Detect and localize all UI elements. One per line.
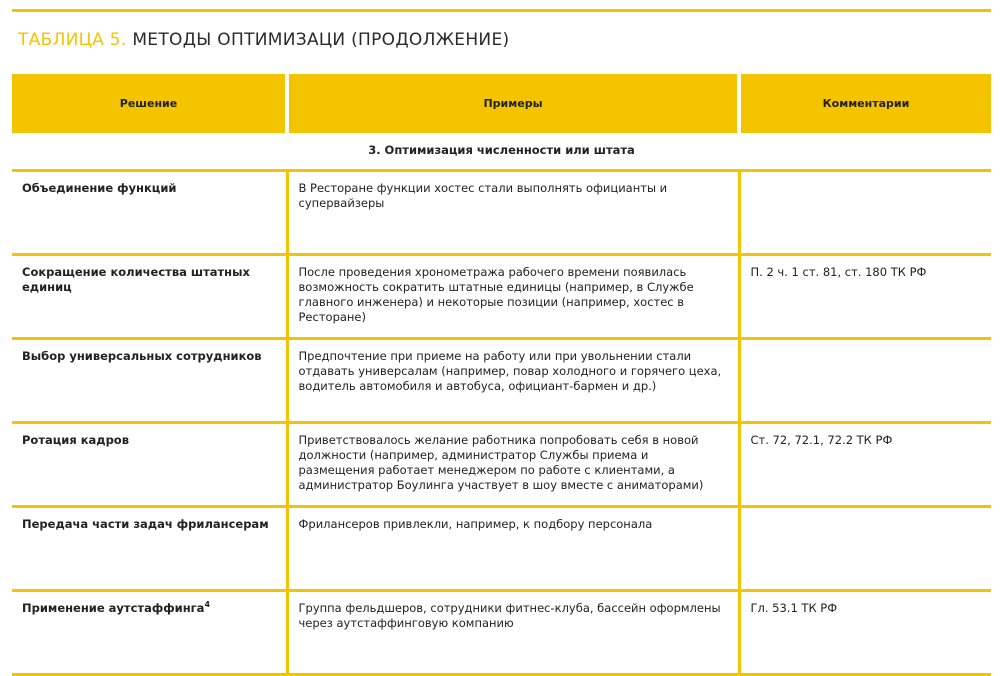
- footnote-marker: 4: [204, 600, 211, 610]
- example-cell: Предпочтение при приеме на работу или при увольнении стали отдавать универсалам (например, повар холодного и горячего цеха, водитель автомобиля и автобуса, официант-бармен и др.): [287, 339, 739, 423]
- optimization-methods-table: [12, 74, 991, 676]
- table-row: [12, 507, 991, 591]
- top-rule: [12, 9, 991, 12]
- example-cell: Группа фельдшеров, сотрудники фитнес-клуба, бассейн оформлены через аутстаффинговую компанию: [287, 591, 739, 675]
- section-title: 3. Оптимизация численности или штата: [12, 133, 991, 171]
- header-examples: Примеры: [287, 74, 739, 133]
- solution-cell: Сокращение количества штатных единиц: [12, 255, 287, 339]
- example-cell: В Ресторане функции хостес стали выполнять официанты и супервайзеры: [287, 171, 739, 255]
- solution-cell: Объединение функций: [12, 171, 287, 255]
- table-number: ТАБЛИЦА 5.: [18, 30, 127, 50]
- table-row: [12, 591, 991, 675]
- header-solution: Решение: [12, 74, 287, 133]
- comment-cell: П. 2 ч. 1 ст. 81, ст. 180 ТК РФ: [739, 255, 991, 339]
- solution-text: Применение аутстаффинга: [22, 601, 205, 615]
- example-cell: После проведения хронометража рабочего времени появилась возможность сократить штатные единицы (например, в Службе главного инженера) и некоторые позиции (например, хостес в Ресторане): [287, 255, 739, 339]
- table-row: [12, 423, 991, 507]
- section-row: [12, 133, 991, 171]
- solution-cell: Ротация кадров: [12, 423, 287, 507]
- example-cell: Приветствовалось желание работника попробовать себя в новой должности (например, администратор Службы приема и размещения работает менеджером по работе с клиентами, а администратор Боулинга участвует в шоу вместе с аниматорами): [287, 423, 739, 507]
- comment-cell: [739, 171, 991, 255]
- table-title-text: МЕТОДЫ ОПТИМИЗАЦИ (ПРОДОЛЖЕНИЕ): [126, 30, 510, 50]
- solution-cell: Выбор универсальных сотрудников: [12, 339, 287, 423]
- table-row: [12, 255, 991, 339]
- table-row: [12, 339, 991, 423]
- comment-cell: [739, 339, 991, 423]
- comment-cell: Гл. 53.1 ТК РФ: [739, 591, 991, 675]
- header-comments: Комментарии: [739, 74, 991, 133]
- example-cell: Фрилансеров привлекли, например, к подбору персонала: [287, 507, 739, 591]
- comment-cell: Ст. 72, 72.1, 72.2 ТК РФ: [739, 423, 991, 507]
- solution-cell: [12, 591, 287, 675]
- header-row: [12, 74, 991, 133]
- table-row: [12, 171, 991, 255]
- comment-cell: [739, 507, 991, 591]
- table-title: [18, 30, 509, 50]
- solution-cell: Передача части задач фрилансерам: [12, 507, 287, 591]
